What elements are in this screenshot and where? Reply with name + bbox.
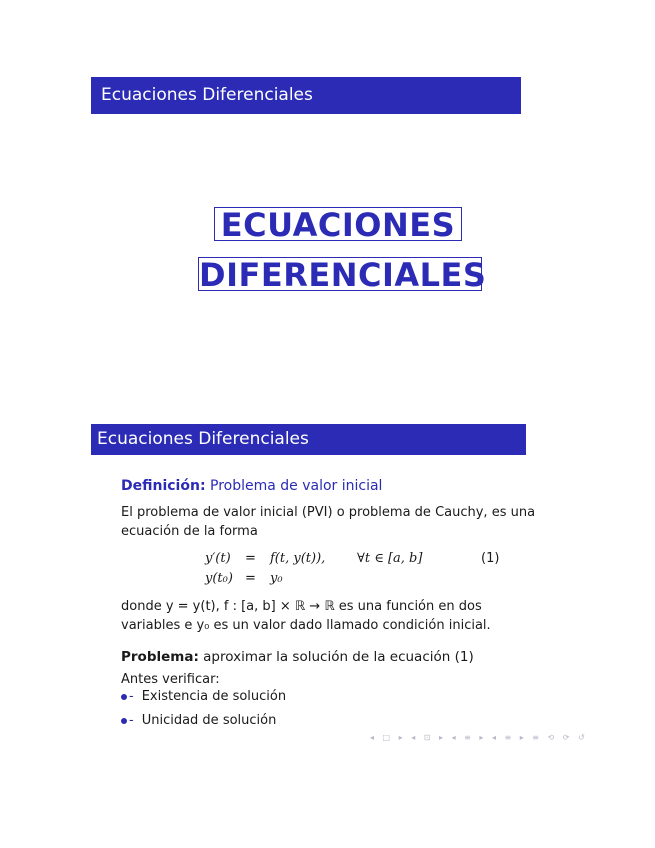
paragraph-line: El problema de valor inicial (PVI) o problema de Cauchy, es una bbox=[121, 505, 536, 520]
bullet-dash-icon: - bbox=[129, 689, 134, 704]
bullet-dash-icon: - bbox=[129, 713, 134, 728]
equation-rhs: f(t, y(t)), bbox=[270, 551, 326, 566]
bullet-icon bbox=[121, 718, 127, 724]
list-item bbox=[121, 713, 276, 728]
paragraph-line: ecuación de la forma bbox=[121, 524, 258, 539]
equation-equals: = bbox=[245, 551, 256, 566]
list-item-text: Existencia de solución bbox=[141, 689, 287, 704]
bullet-icon bbox=[121, 694, 127, 700]
problem-text: aproximar la solución de la ecuación (1) bbox=[203, 649, 474, 665]
initial-condition-lhs: y(t₀) bbox=[205, 571, 233, 586]
explanation-paragraph bbox=[121, 597, 491, 635]
problem-statement bbox=[121, 649, 474, 665]
definition-heading bbox=[121, 478, 382, 494]
paragraph-line: variables e y₀ es un valor dado llamado condición inicial. bbox=[121, 618, 491, 633]
slide1-header: Ecuaciones Diferenciales bbox=[91, 77, 521, 114]
list-item bbox=[121, 689, 286, 704]
definition-title: Problema de valor inicial bbox=[210, 478, 383, 494]
beamer-navigation-bar[interactable]: ◂ □ ▸ ◂ ⊡ ▸ ◂ ≡ ▸ ◂ ≡ ▸ ≡ ⟲ ⟳ ↺ bbox=[370, 733, 588, 742]
problem-label: Problema: bbox=[121, 649, 199, 665]
definition-paragraph bbox=[121, 503, 535, 541]
slide-title-line1: ECUACIONES bbox=[214, 207, 462, 241]
initial-condition-equals: = bbox=[245, 571, 256, 586]
equation-condition: ∀t ∈ [a, b] bbox=[357, 551, 423, 566]
initial-condition-rhs: y₀ bbox=[270, 571, 283, 586]
slide-title-line2: DIFERENCIALES bbox=[199, 256, 487, 294]
slide2-header: Ecuaciones Diferenciales bbox=[91, 424, 526, 455]
definition-label: Definición: bbox=[121, 478, 206, 494]
equation-number: (1) bbox=[481, 551, 500, 566]
list-item-text: Unicidad de solución bbox=[141, 713, 277, 728]
verify-intro: Antes verificar: bbox=[121, 672, 220, 687]
equation-lhs: y′(t) bbox=[205, 551, 231, 566]
paragraph-line: donde y = y(t), f : [a, b] × ℝ → ℝ es una función en dos bbox=[121, 599, 482, 614]
